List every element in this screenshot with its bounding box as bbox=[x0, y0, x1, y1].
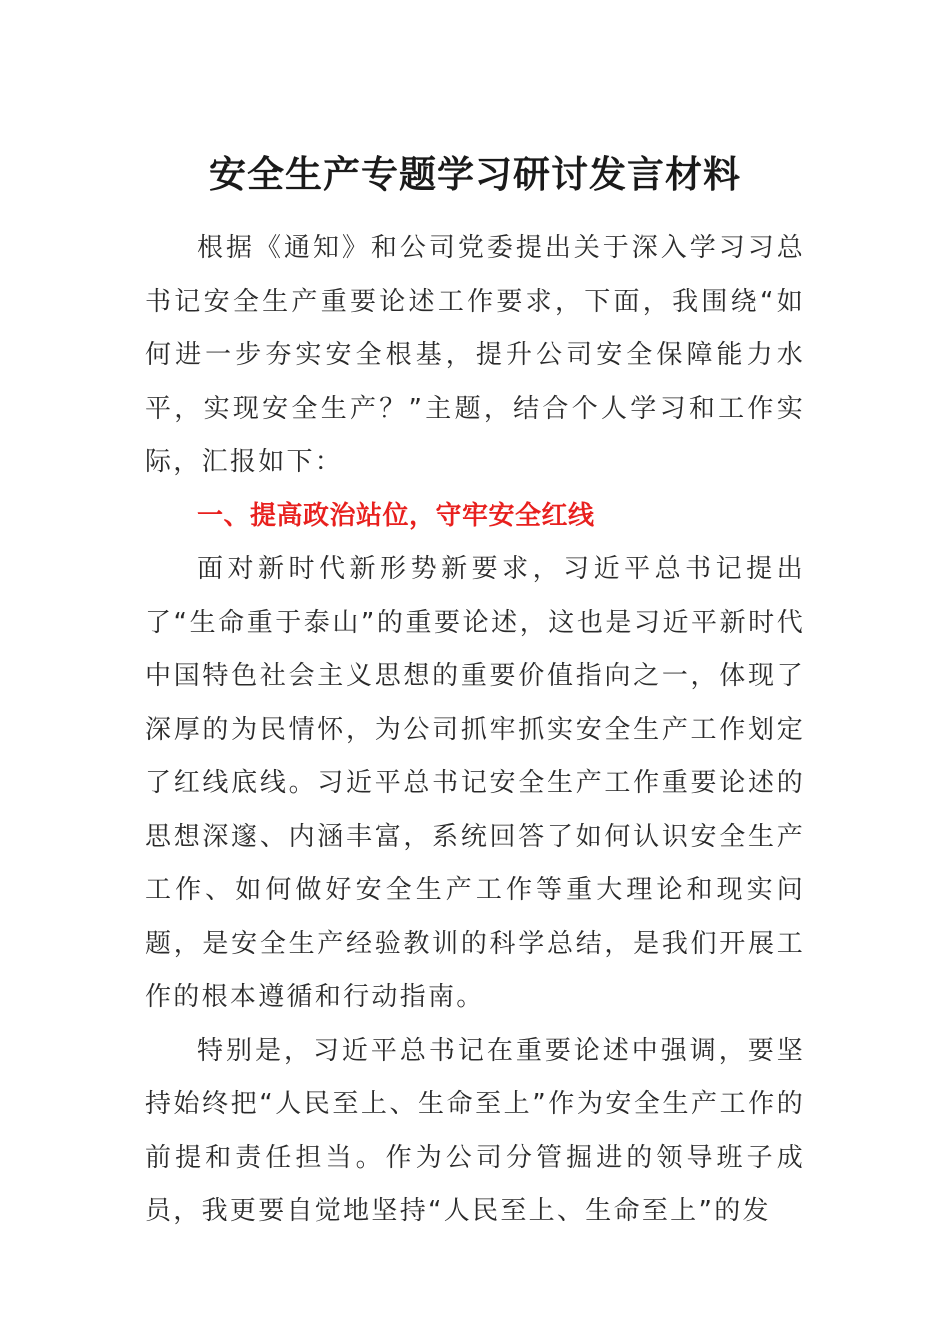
intro-paragraph: 根据《通知》和公司党委提出关于深入学习习总书记安全生产重要论述工作要求，下面，我围绕“如何进一步夯实安全根基，提升公司安全保障能力水平，实现安全生产？”主题，结合个人学习和工作实际，汇报如下： bbox=[145, 233, 805, 477]
body-paragraph: 特别是，习近平总书记在重要论述中强调，要坚持始终把“人民至上、生命至上”作为安全生产工作的前提和责任担当。作为公司分管掘进的领导班子成员，我更要自觉地坚持“人民至上、生命至上”的发 bbox=[145, 1035, 805, 1226]
document-body bbox=[145, 222, 805, 1239]
section-heading: 一、提高政治站位，守牢安全红线 bbox=[197, 500, 595, 531]
body-paragraph: 面对新时代新形势新要求，习近平总书记提出了“生命重于泰山”的重要论述，这也是习近平新时代中国特色社会主义思想的重要价值指向之一，体现了深厚的为民情怀，为公司抓牢抓实安全生产工作划定了红线底线。习近平总书记安全生产工作重要论述的思想深邃、内涵丰富，系统回答了如何认识安全生产工作、如何做好安全生产工作等重大理论和现实问题，是安全生产经验教训的科学总结，是我们开展工作的根本遵循和行动指南。 bbox=[145, 554, 805, 1012]
document-title: 安全生产专题学习研讨发言材料 bbox=[209, 152, 741, 196]
